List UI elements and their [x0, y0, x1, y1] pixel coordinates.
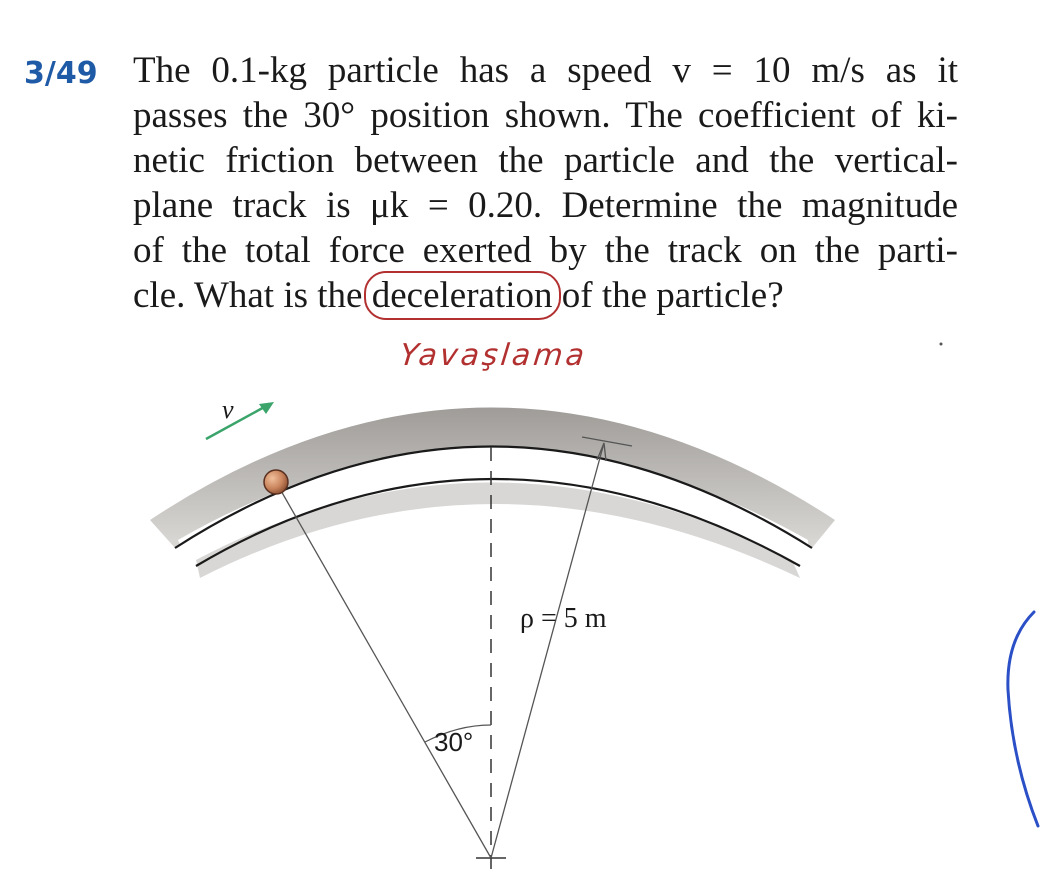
radial-line-to-particle	[276, 482, 491, 858]
problem-number: 3/49	[24, 56, 98, 91]
problem-line-4: plane track is μk = 0.20. Determine the magnitude	[133, 185, 958, 226]
blue-pen-mark	[1008, 612, 1038, 826]
problem-line-6-end: of the particle?	[552, 275, 784, 316]
particle	[264, 470, 288, 494]
problem-line-6-start: cle. What is the	[133, 275, 372, 316]
problem-line-2: passes the 30° position shown. The coefficient of ki-	[133, 95, 958, 136]
velocity-label: v	[222, 395, 234, 424]
problem-line-5: of the total force exerted by the track on the parti-	[133, 230, 958, 271]
handwritten-note: Yavaşlama	[398, 338, 589, 373]
radius-label: ρ = 5 m	[520, 603, 607, 634]
velocity-arrow-shaft	[206, 405, 268, 439]
problem-line-1: The 0.1-kg particle has a speed v = 10 m/s as it	[133, 50, 958, 91]
circled-word-text: deceleration	[371, 275, 553, 316]
stray-dot	[940, 343, 943, 346]
angle-label: 30°	[434, 727, 474, 757]
problem-line-3: netic friction between the particle and the vertical-	[133, 140, 958, 181]
